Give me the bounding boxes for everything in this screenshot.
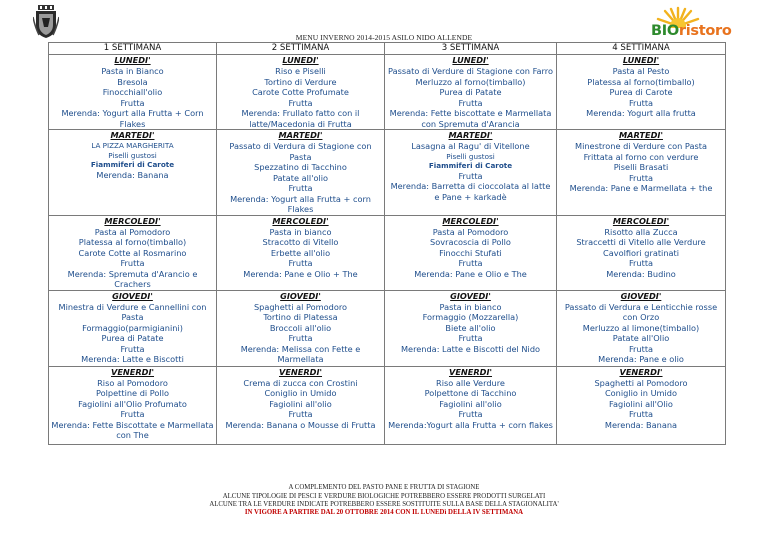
menu-item: Fagiolini all'Olio Profumato	[78, 398, 187, 409]
menu-item: Polpettone di Tacchino	[424, 388, 517, 398]
footer-note: ALCUNE TRA LE VERDURE INDICATE POTREBBERO ESSERE SOSTITUITE SULLA BASE DELLA STAGIONALITA'	[209, 501, 559, 508]
menu-item: Merenda: Yogurt alla Frutta + Corn Flakes	[61, 108, 204, 129]
day-label: VENERDI'	[278, 366, 323, 377]
week-header: 3 SETTIMANA	[385, 43, 557, 55]
menu-cell	[557, 290, 726, 366]
menu-item: Fiammiferi di Carote	[90, 160, 175, 169]
menu-item: Spezzatino di Tacchino	[254, 162, 347, 172]
menu-item: Frutta	[458, 258, 483, 268]
menu-item: Risotto alla Zucca	[604, 226, 678, 237]
menu-item: Cavolfiori gratinati	[602, 247, 680, 258]
menu-item: Passato di Verdura di Stagione con Pasta	[229, 141, 372, 162]
day-label: MERCOLEDI'	[442, 215, 499, 226]
menu-item: Frutta	[288, 183, 313, 193]
menu-item: Merenda: Latte e Biscotti del Nido	[400, 343, 541, 354]
menu-item: Spaghetti al Pomodoro	[594, 377, 688, 388]
day-label: VENERDI'	[110, 366, 155, 377]
menu-item: Frutta	[628, 97, 654, 108]
menu-item: Patate all'Olio	[612, 333, 670, 343]
menu-item: Merenda: Pane e Olio + The	[243, 268, 358, 279]
menu-item: Merenda: Pane e Marmellata + the	[569, 183, 713, 193]
menu-item: Passato di Verdure di Stagione con Farro	[388, 66, 553, 76]
page-title: MENU INVERNO 2014-2015 ASILO NIDO ALLENDE	[295, 33, 473, 42]
menu-item: Frutta	[628, 409, 654, 419]
menu-item: Merenda: Melissa con Fette e Marmellata	[240, 343, 361, 364]
menu-item: Frutta	[288, 97, 313, 108]
menu-item: Merenda: Pane e olio	[598, 354, 684, 364]
menu-item: Merenda:Yogurt alla Frutta + corn flakes	[388, 419, 553, 430]
menu-item: Merenda: Fette biscottate e Marmellata con Spremuta d'Arancia	[389, 108, 552, 129]
menu-item: Purea di Patate	[439, 87, 502, 97]
menu-item: Polpettine di Pollo	[96, 388, 169, 398]
menu-item: Merenda: Frullato fatto con il latte/Macedonia di Frutta	[241, 108, 360, 129]
menu-item: Fagiolini all'olio	[439, 398, 502, 409]
venerdi-row	[49, 366, 726, 444]
giovedi-row	[49, 290, 726, 366]
menu-cell	[49, 55, 217, 130]
menu-item: Fagiolini all'Olio	[609, 398, 673, 409]
menu-item: Merenda: Pane e Olio e The	[414, 268, 527, 279]
menu-item: Pasta in bianco	[269, 226, 332, 237]
menu-item: Frittata al forno con verdure	[583, 151, 699, 162]
menu-item: Frutta	[120, 343, 145, 354]
day-label: GIOVEDI'	[280, 290, 321, 301]
menu-cell	[49, 366, 217, 444]
menu-item: Pasta al Pesto	[612, 66, 670, 76]
menu-item: Patate all'olio	[272, 172, 329, 183]
menu-table	[48, 42, 726, 445]
day-label: MERCOLEDI'	[272, 215, 329, 226]
menu-item: Merenda: Budino	[606, 268, 676, 279]
menu-item: Frutta	[458, 333, 483, 343]
menu-item: Pasta in bianco	[439, 301, 502, 312]
menu-item: Passato di Verdura e Lenticchie rosse con Orzo	[564, 301, 718, 322]
menu-item: Merenda: Spremuta d'Arancio e Crachers	[67, 268, 198, 289]
day-label: LUNEDI'	[452, 55, 489, 65]
menu-item: Frutta	[628, 343, 654, 354]
menu-item: Merenda: Fette Biscottate e Marmellata con The	[51, 419, 214, 440]
menu-item: Formaggio (Mozzarella)	[422, 312, 519, 322]
menu-item: Bresola	[117, 76, 148, 87]
menu-item: Frutta	[120, 97, 145, 108]
day-label: GIOVEDI'	[112, 290, 153, 301]
lunedi-row	[49, 55, 726, 130]
menu-item: Carote Cotte al Rosmarino	[78, 247, 187, 258]
day-label: VENERDI'	[619, 366, 663, 377]
menu-item: Frutta	[458, 170, 483, 181]
day-label: MERCOLEDI'	[104, 215, 161, 226]
day-label: GIOVEDI'	[620, 290, 662, 301]
menu-item: Spaghetti al Pomodoro	[253, 301, 348, 312]
menu-item: Tortino di Verdure	[264, 76, 337, 87]
menu-item: Merenda: Banana	[96, 169, 169, 180]
day-label: MARTEDI'	[278, 130, 323, 140]
menu-item: Riso al Pomodoro	[97, 377, 168, 388]
menu-item: Piselli gustosi	[108, 150, 157, 160]
week-header: 2 SETTIMANA	[217, 43, 385, 55]
menu-item: Merenda: Latte e Biscotti	[81, 354, 184, 364]
menu-item: Frutta	[458, 409, 483, 419]
menu-item: Finocchi Stufati	[439, 247, 502, 258]
day-label: MARTEDI'	[619, 130, 663, 140]
menu-item: Frutta	[628, 172, 654, 183]
menu-cell	[49, 290, 217, 366]
menu-item: Frutta	[458, 97, 483, 108]
footer-note: A COMPLEMENTO DEL PASTO PANE E FRUTTA DI STAGIONE	[288, 484, 480, 491]
menu-item: Erbette all'olio	[270, 247, 331, 258]
menu-item: Finocchiall'olio	[102, 87, 163, 97]
menu-item: Frutta	[288, 409, 313, 419]
menu-item: Tortino di Platessa	[263, 312, 338, 322]
menu-item: Coniglio in Umido	[604, 388, 678, 398]
menu-cell	[557, 130, 726, 216]
menu-item: Merenda: Banana o Mousse di Frutta	[225, 419, 376, 430]
menu-item: Merenda: Barretta di cioccolata al latte e Pane + karkadè	[390, 181, 551, 202]
day-label: MARTEDI'	[110, 130, 155, 140]
logo-text-bio: BIO	[651, 23, 679, 39]
menu-cell	[49, 215, 217, 290]
mercoledi-row	[49, 215, 726, 290]
menu-item: Frutta	[628, 258, 654, 268]
menu-item: Broccoli all'olio	[269, 322, 332, 333]
menu-item: Riso e Piselli	[275, 66, 326, 76]
menu-item: Pasta al Pomodoro	[94, 226, 171, 237]
menu-item: Purea di Carote	[609, 87, 673, 97]
menu-item: Stracotto di Vitello	[262, 237, 339, 247]
menu-item: Formaggio(parmigianini)	[82, 322, 183, 333]
menu-item: Platessa al forno(timballo)	[587, 76, 695, 87]
menu-item: Fiammiferi di Carote	[428, 161, 513, 170]
menu-cell	[217, 366, 385, 444]
day-label: LUNEDI'	[114, 55, 151, 65]
day-label: LUNEDI'	[282, 55, 319, 65]
menu-item: Piselli gustosi	[446, 151, 495, 161]
week-header-row	[49, 43, 726, 55]
menu-cell	[217, 55, 385, 130]
menu-cell	[385, 366, 557, 444]
week-header: 1 SETTIMANA	[49, 43, 217, 55]
menu-item: Fagiolini all'olio	[269, 398, 332, 409]
menu-item: Frutta	[120, 409, 145, 419]
menu-item: Piselli Brasati	[613, 162, 669, 172]
menu-item: Frutta	[288, 258, 313, 268]
menu-cell	[557, 215, 726, 290]
menu-cell	[557, 55, 726, 130]
menu-item: Lasagna al Ragu' di Vitellone	[411, 141, 530, 151]
menu-item: Sovracoscia di Pollo	[430, 237, 511, 247]
menu-cell	[385, 130, 557, 216]
menu-item: Carote Cotte Profumate	[252, 87, 349, 97]
menu-item: Merluzzo al limone(timballo)	[582, 322, 700, 333]
menu-item: Coniglio in Umido	[264, 388, 337, 398]
menu-cell	[217, 215, 385, 290]
menu-cell	[49, 130, 217, 216]
menu-cell	[385, 290, 557, 366]
menu-item: Crema di zucca con Crostini	[243, 377, 358, 388]
menu-item: Frutta	[288, 333, 313, 343]
menu-item: Platessa al forno(timballo)	[78, 237, 187, 247]
footer-effective-date: IN VIGORE A PARTIRE DAL 20 OTTOBRE 2014 CON IL LUNEDì DELLA IV SETTIMANA	[244, 509, 524, 516]
menu-item: Merenda: Banana	[604, 419, 678, 430]
menu-cell	[217, 130, 385, 216]
martedi-row	[49, 130, 726, 216]
menu-item: Minestra di Verdure e Cannellini con Pasta	[58, 301, 207, 322]
menu-cell	[385, 215, 557, 290]
day-label: MERCOLEDI'	[612, 215, 670, 226]
menu-cell	[217, 290, 385, 366]
footer-note: ALCUNE TIPOLOGIE DI PESCI E VERDURE BIOLOGICHE POTREBBERO ESSERE PRODOTTI SURGELATI	[222, 493, 546, 500]
day-label: MARTEDI'	[448, 130, 493, 140]
menu-item: Riso alle Verdure	[436, 377, 505, 388]
menu-cell	[385, 55, 557, 130]
menu-item: Pasta in Bianco	[101, 66, 164, 76]
menu-item: Merenda: Yogurt alla frutta	[586, 108, 696, 118]
menu-item: Straccetti di Vitello alle Verdure	[576, 237, 706, 247]
menu-item: Biete all'olio	[445, 322, 496, 333]
day-label: VENERDI'	[448, 366, 493, 377]
menu-item: Merluzzo al forno(timballo)	[415, 76, 526, 87]
logo-text-ristoro: ristoro	[678, 23, 732, 39]
menu-item: Minestrone di Verdure con Pasta	[575, 141, 707, 151]
menu-cell	[557, 366, 726, 444]
menu-item: Merenda: Yogurt alla Frutta + corn Flakes	[230, 193, 371, 214]
menu-item: Purea di Patate	[101, 333, 164, 343]
week-header: 4 SETTIMANA	[557, 43, 726, 55]
menu-item: LA PIZZA MARGHERITA	[91, 141, 174, 150]
day-label: LUNEDI'	[622, 55, 660, 65]
menu-item: Frutta	[120, 258, 145, 268]
menu-item: Pasta al Pomodoro	[432, 226, 509, 237]
day-label: GIOVEDI'	[450, 290, 491, 301]
